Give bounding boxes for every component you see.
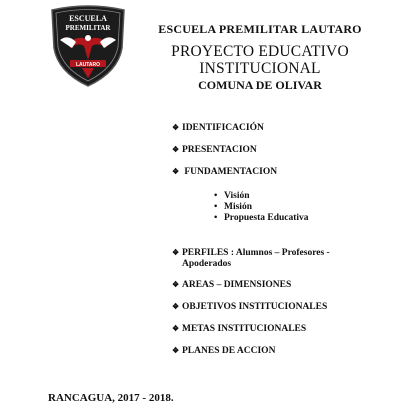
toc-item-presentacion <box>172 145 257 155</box>
toc-item-label: PRESENTACION <box>182 145 257 155</box>
toc-item-label: PERFILES : Alumnos – Profesores - <box>182 248 330 258</box>
sub-item-vision <box>214 191 250 201</box>
diamond-bullet-icon: ❖ <box>172 302 180 311</box>
sub-item-label: Misión <box>224 202 252 212</box>
sub-item-mision <box>214 202 252 212</box>
school-name: ESCUELA PREMILITAR LAUTARO <box>158 22 362 36</box>
crest-text-bottom: LAUTARO <box>75 62 101 68</box>
document-header <box>150 22 370 93</box>
toc-item-perfiles <box>172 247 347 270</box>
toc-item-label: METAS INSTITUCIONALES <box>182 324 307 334</box>
toc-item-label-continuation: Apoderados <box>182 259 232 269</box>
toc-item-planes <box>172 346 275 356</box>
dot-bullet-icon: • <box>214 191 218 201</box>
toc-item-label: PLANES DE ACCION <box>182 346 276 356</box>
toc-item-fundamentacion <box>172 167 277 177</box>
sub-item-label: Visión <box>224 191 250 201</box>
diamond-bullet-icon: ❖ <box>172 280 180 289</box>
toc-item-label: FUNDAMENTACION <box>182 167 278 177</box>
crest-text-middle: PREMILITAR <box>65 24 111 32</box>
project-title-line1: PROYECTO EDUCATIVO <box>171 43 349 60</box>
crest-text-top: ESCUELA <box>69 14 107 23</box>
dot-bullet-icon: • <box>214 213 218 223</box>
school-crest-logo <box>46 4 130 88</box>
toc-item-objetivos <box>172 302 327 312</box>
diamond-bullet-icon: ❖ <box>172 324 180 333</box>
project-title <box>150 43 370 77</box>
diamond-bullet-icon: ❖ <box>172 248 180 257</box>
footer-place-date: RANCAGUA, 2017 - 2018. <box>48 392 174 404</box>
diamond-bullet-icon: ❖ <box>172 145 180 154</box>
toc-item-metas <box>172 324 306 334</box>
dot-bullet-icon: • <box>214 202 218 212</box>
diamond-bullet-icon: ❖ <box>172 123 180 132</box>
project-title-line2: INSTITUCIONAL <box>199 60 321 77</box>
diamond-bullet-icon: ❖ <box>172 346 180 355</box>
toc-item-identificacion <box>172 123 264 133</box>
toc-item-areas <box>172 280 291 290</box>
crest-icon <box>46 4 130 88</box>
sub-item-propuesta <box>214 213 309 223</box>
toc-item-label: AREAS – DIMENSIONES <box>182 280 292 290</box>
toc-item-label: IDENTIFICACIÓN <box>182 123 264 133</box>
commune-name: COMUNA DE OLIVAR <box>198 78 322 92</box>
toc-item-label: OBJETIVOS INSTITUCIONALES <box>182 302 328 312</box>
diamond-bullet-icon: ❖ <box>172 167 180 176</box>
sub-item-label: Propuesta Educativa <box>224 213 309 223</box>
